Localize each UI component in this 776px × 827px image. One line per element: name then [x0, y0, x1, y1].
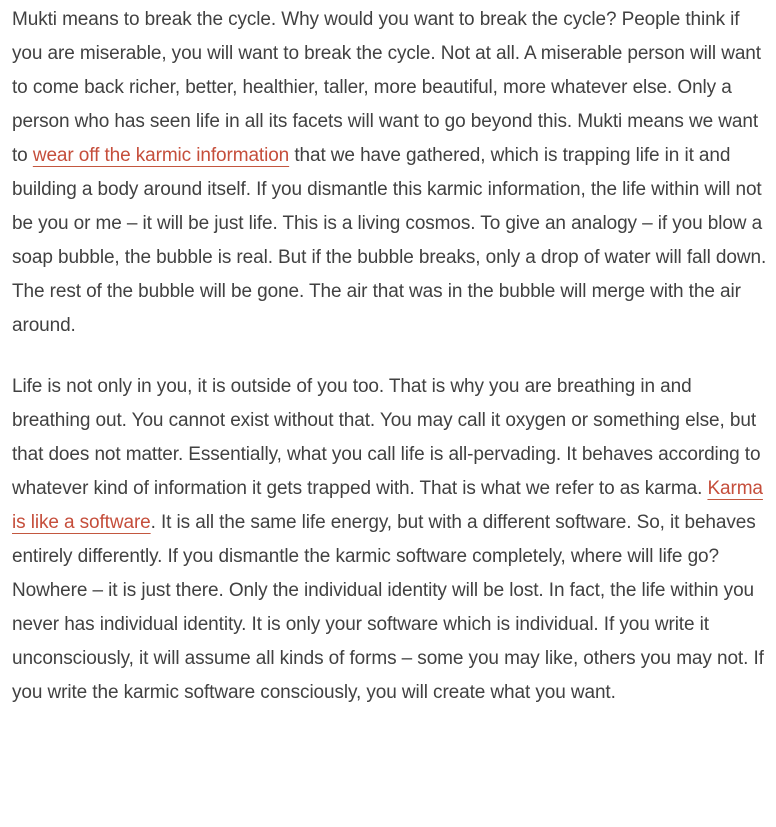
paragraph-text: Mukti means to break the cycle. Why would you want to break the cycle? People think if you are miserable, you will want to break the cycle. Not at all. A miserable person will want to come back richer, better, healthier, taller, more beautiful, more whatever else. Only a person who has seen life in all its facets will want to go beyond this. Mukti means we want to [12, 9, 761, 166]
paragraph-life [12, 370, 768, 710]
inline-link-wear-off-karmic-information[interactable]: wear off the karmic information [32, 145, 290, 166]
paragraph-text: that we have gathered, which is trapping life in it and building a body around itself. If you dismantle this karmic information, the life within will not be you or me – it will be just life. This is a living cosmos. To give an analogy – if you blow a soap bubble, the bubble is real. But if the bubble breaks, only a drop of water will fall down. The rest of the bubble will be gone. The air that was in the bubble will merge with the air around. [12, 145, 767, 336]
paragraph-text: . It is all the same life energy, but with a different software. So, it behaves entirely differently. If you dismantle the karmic software completely, where will life go? Nowhere – it is just there. Only the individual identity will be lost. In fact, the life within you never has individual identity. It is only your software which is individual. If you write it unconsciously, it will assume all kinds of forms – some you may like, others you may not. If you write the karmic software consciously, you will create what you want. [12, 512, 764, 703]
paragraph-text: Life is not only in you, it is outside of you too. That is why you are breathing in and breathing out. You cannot exist without that. You may call it oxygen or something else, but that does not matter. Essentially, what you call life is all-pervading. It behaves according to whatever kind of information it gets trapped with. That is what we refer to as karma. [12, 376, 761, 499]
inline-link-karma-is-like-a-software[interactable]: Karma is like a software [12, 478, 763, 533]
paragraph-mukti [12, 3, 768, 343]
